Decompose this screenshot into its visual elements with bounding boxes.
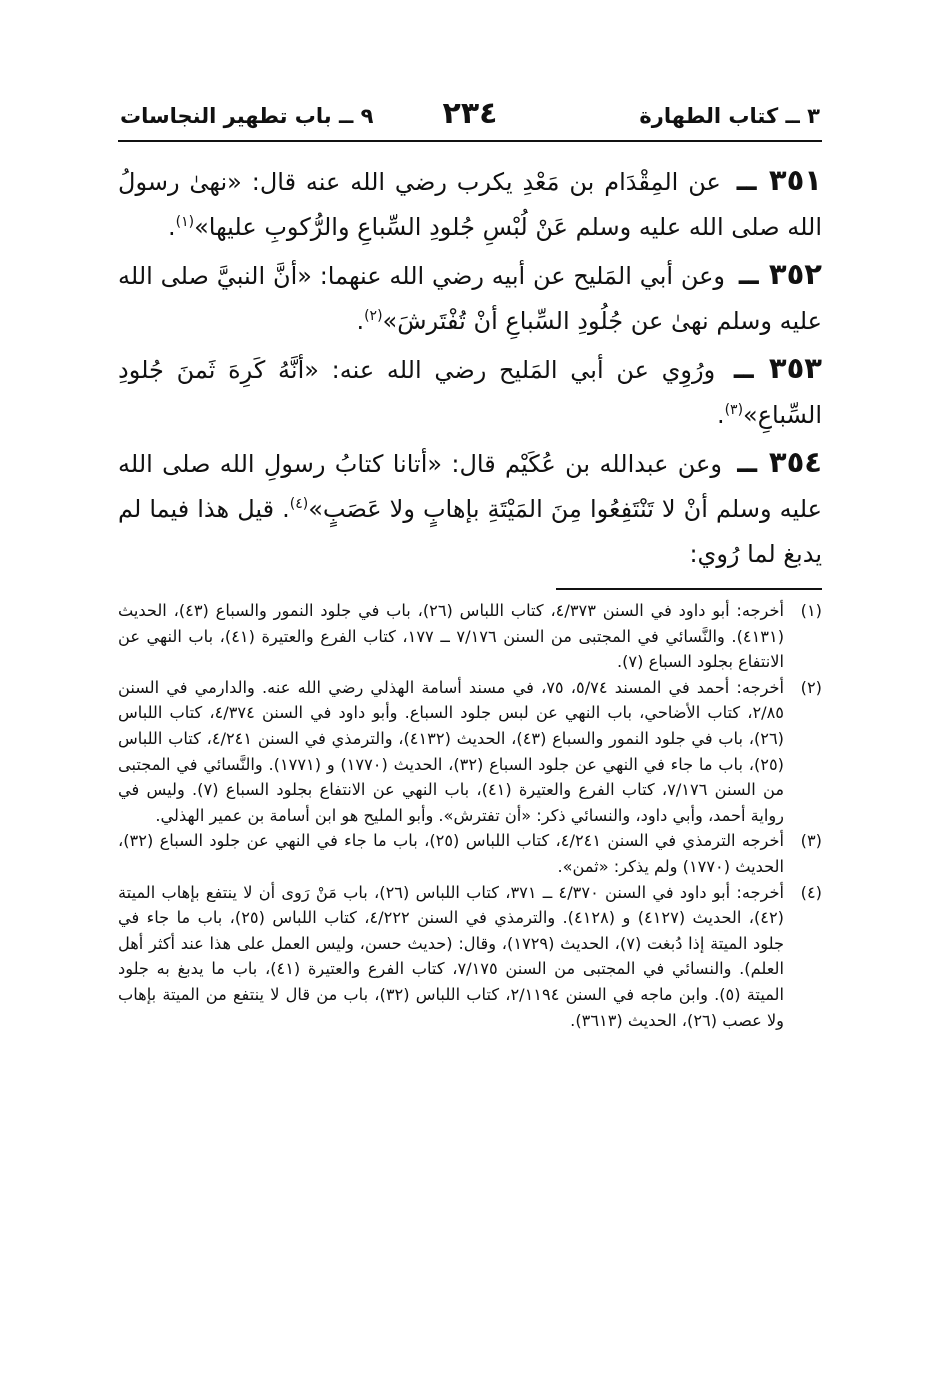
hadith-text: عن المِقْدَام بن مَعْدِ يكرب رضي الله عنه قال: «نهىٰ رسولُ الله صلى الله عليه وسلم عَنْ لُبْسِ جُلودِ السِّباعِ والرُّكوبِ عليها» [118, 168, 822, 241]
footnote-ref: (١) [175, 214, 195, 230]
page-header [120, 98, 820, 138]
footnote-number: (٣) [800, 831, 822, 851]
hadith-end: . [356, 307, 365, 335]
section-title: ٩ ــ باب تطهير النجاسات [120, 104, 374, 128]
hadith-353 [118, 346, 822, 438]
footnotes [118, 598, 822, 1033]
hadith-number: ٣٥١ ــ [736, 163, 822, 197]
hadith-number: ٣٥٤ ــ [737, 445, 823, 479]
footnote-4 [118, 880, 822, 1034]
hadith-text: وعن عبدالله بن عُكَيْم قال: «أتانا كتابُ رسولِ الله صلى الله عليه وسلم أنْ لا تَنْتَفِعُوا مِنَ المَيْتَةِ بإهابٍ ولا عَصَبٍ» [118, 450, 822, 523]
chapter-title: ٣ ــ كتاب الطهارة [639, 104, 820, 128]
header-rule [118, 140, 822, 142]
footnote-3 [118, 828, 822, 879]
hadith-end: . [716, 401, 725, 429]
hadith-end: . قيل هذا فيما لم يدبغ لما رُوي: [118, 495, 822, 568]
hadith-text: ورُوِي عن أبي المَليح رضي الله عنه: «أنَّهُ كَرِهَ ثَمنَ جُلودِ السِّباعِ» [118, 356, 822, 429]
footnote-text: أخرجه الترمذي في السنن ٤/٢٤١، كتاب اللباس (٢٥)، باب ما جاء في النهي عن جلود السباع (٣٢)، الحديث (١٧٧٠) ولم يذكر: «ثمن». [118, 831, 784, 876]
hadith-352 [118, 252, 822, 344]
footnote-separator [556, 588, 822, 590]
footnote-number: (١) [800, 601, 822, 620]
footnote-text: أخرجه: أحمد في المسند ٥/٧٤، ٧٥، في مسند أسامة الهذلي رضي الله عنه. والدارمي في السنن ٢/٨٥، كتاب الأضاحي، باب النهي عن لبس جلود السباع. وأبو داود في السنن ٤/٣٧٤، كتاب اللباس (٢٦)، باب في جلود النمور والسباع (٤٣)، الحديث (٤١٣٢)، والترمذي في السنن ٤/٢٤١، كتاب اللباس (٢٥)، باب ما جاء في النهي عن جلود السباع (٣٢)، الحديث (١٧٧٠) و (١٧٧١). والنَّسائي في المجتبى من السنن ٧/١٧٦، كتاب الفرع والعتيرة (٤١)، باب النهي عن الانتفاع بجلود السباع (٧). وليس في رواية أحمد، وأبي داود، والنسائي ذكر: «أن تفترش». وأبو المليح هو ابن أسامة بن عمير الهذلي. [118, 677, 785, 825]
footnote-ref: (٣) [724, 402, 744, 418]
footnote-1 [118, 598, 822, 675]
footnote-number: (٢) [800, 677, 822, 697]
footnote-ref: (٤) [289, 496, 309, 512]
footnote-2 [118, 675, 822, 829]
hadith-list [118, 158, 822, 579]
hadith-number: ٣٥٢ ــ [738, 257, 823, 291]
footnote-number: (٤) [800, 882, 822, 902]
footnote-ref: (٢) [364, 308, 383, 324]
hadith-end: . [168, 213, 176, 241]
hadith-351 [118, 158, 822, 250]
hadith-number: ٣٥٣ ــ [733, 351, 822, 385]
footnote-text: أخرجه: أبو داود في السنن ٤/٣٧٣، كتاب اللباس (٢٦)، باب في جلود النمور والسباع (٤٣)، الحديث (٤١٣١). والنَّسائي في المجتبى من السنن ٧/١٧٦ ــ ١٧٧، كتاب الفرع والعتيرة (٤١)، باب النهي عن الانتفاع بجلود السباع (٧). [118, 601, 785, 672]
hadith-text: وعن أبي المَليح عن أبيه رضي الله عنهما: «أنَّ النبيَّ صلى الله عليه وسلم نهىٰ عن جُلُودِ السِّباعِ أنْ تُفْتَرشَ» [118, 262, 822, 335]
footnote-text: أخرجه: أبو داود في السنن ٤/٣٧٠ ــ ٣٧١، كتاب اللباس (٢٦)، باب مَنْ رَوى أن لا ينتفع بإهاب الميتة (٤٢)، الحديث (٤١٢٧) و (٤١٢٨). والترمذي في السنن ٤/٢٢٢، كتاب اللباس (٢٥)، باب ما جاء في جلود الميتة إذا دُبغت (٧)، الحديث (١٧٢٩)، وقال: (حديث حسن، وليس العمل على هذا عند أكثر أهل العلم). والنسائي في المجتبى من السنن ٧/١٧٥، كتاب الفرع والعتيرة (٤١)، باب ما يدبغ به جلود الميتة (٥). وابن ماجه في السنن ٢/١١٩٤، كتاب اللباس (٣٢)، باب من قال لا ينتفع من الميتة بإهاب ولا عصب (٢٦)، الحديث (٣٦١٣). [118, 882, 785, 1030]
hadith-354 [118, 440, 822, 577]
page-number: ٢٣٤ [442, 96, 498, 131]
